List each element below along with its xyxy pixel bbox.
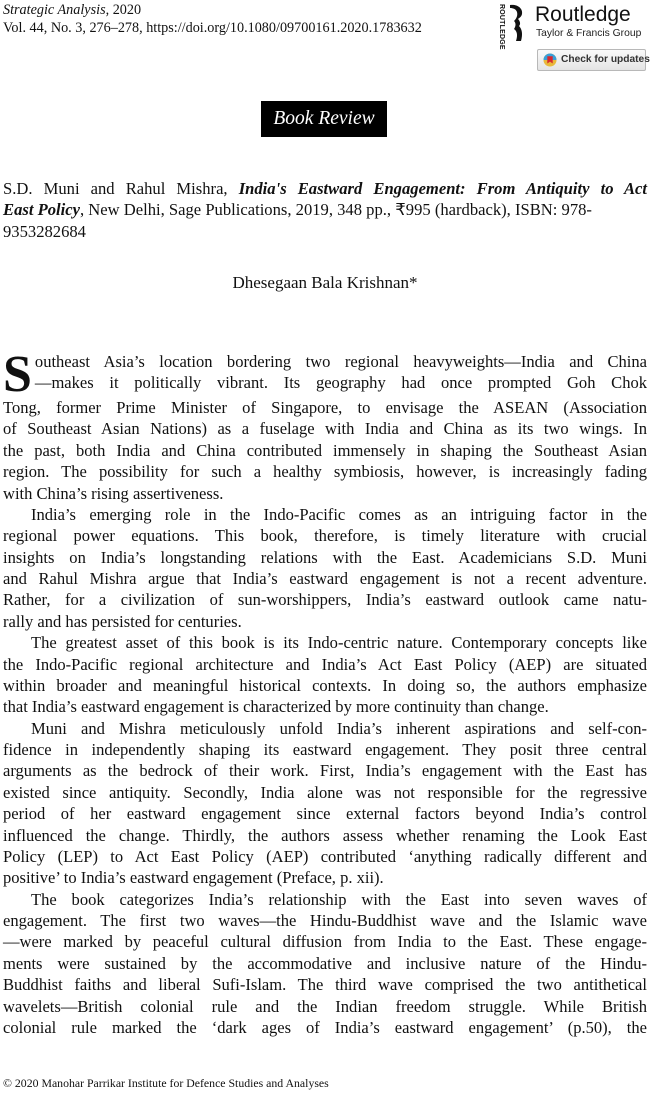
drop-cap: S	[3, 346, 32, 403]
body-line: colonial rule marked the ‘dark ages of India’s eastward engagement’ (p.50), the	[3, 1017, 647, 1037]
journal-year: , 2020	[105, 2, 142, 18]
body-line: The greatest asset of this book is its Indo-centric nature. Contemporary concepts like	[31, 633, 647, 653]
body-line: influenced the change. Thirdly, the authors assess whether renaming the Look East	[3, 825, 647, 845]
citation-line-1	[3, 178, 647, 199]
body-line: within broader and meaningful historical contexts. In doing so, the authors emphasize	[3, 675, 647, 695]
journal-title-line	[3, 1, 422, 19]
paragraph	[3, 346, 647, 504]
citation-line-3: 9353282684	[3, 221, 86, 241]
publisher-group: Taylor & Francis Group	[536, 28, 642, 39]
body-line: Buddhist faiths and liberal Sufi-Islam. The third wave comprised the two antithetical	[3, 975, 647, 995]
crossmark-icon	[543, 53, 557, 67]
body-line: arguments as the bedrock of their work. First, India’s engagement with the East has	[3, 761, 647, 781]
paragraph	[3, 718, 647, 889]
routledge-logo	[495, 2, 645, 50]
body-line: regional power equations. This book, therefore, is timely literature with crucial	[3, 526, 647, 546]
body-line: —makes it politically vibrant. Its geography had once prompted Goh Chok	[34, 373, 647, 393]
body-line: positive’ to India’s eastward engagement (Preface, p. xii).	[3, 868, 384, 888]
body-line: ments were sustained by the accommodative and inclusive nature of the Hindu-	[3, 953, 647, 973]
body-line: wavelets—British colonial rule and the Indian freedom struggle. While British	[3, 996, 647, 1016]
citation-title: India's Eastward Engagement: From Antiquity to Act	[238, 179, 648, 198]
body-line: period of her eastward engagement since external factors beyond India’s control	[3, 804, 647, 824]
paragraph	[3, 889, 647, 1039]
body-line: insights on India’s longstanding relations with the East. Academicians S.D. Muni	[3, 547, 647, 567]
body-line: Policy (LEP) to Act East Policy (AEP) contributed ‘anything radically different and	[3, 846, 647, 866]
body-line: engagement. The first two waves—the Hindu-Buddhist wave and the Islamic wave	[3, 911, 647, 930]
publisher-name: Routledge	[535, 3, 631, 26]
body-line: rally and has persisted for centuries.	[3, 611, 242, 631]
journal-header	[3, 1, 422, 37]
paragraph	[3, 632, 647, 718]
check-for-updates-button[interactable]	[537, 49, 650, 71]
paragraph	[3, 504, 647, 632]
body-line: with China’s rising assertiveness.	[3, 483, 224, 503]
section-badge: Book Review	[261, 101, 387, 137]
volume-doi-line[interactable]: Vol. 44, No. 3, 276–278, https://doi.org/10.1080/09700161.2020.1783632	[3, 20, 422, 36]
body-line: Rather, for a civilization of sun-worshippers, India’s eastward outlook came natu-	[3, 590, 647, 610]
routledge-vertical-mark: ROUTLEDGE	[498, 4, 505, 50]
body-line: outheast Asia’s location bordering two regional heavyweights—India and China	[34, 352, 647, 371]
review-body	[3, 346, 647, 1038]
body-line: and Rahul Mishra argue that India’s eastward engagement is not a recent adventure.	[3, 569, 647, 588]
routledge-head-icon	[507, 4, 525, 42]
body-line: —were marked by peaceful cultural diffusion from India to the East. These engage-	[3, 932, 647, 952]
body-line: the Indo-Pacific regional architecture and India’s Act East Policy (AEP) are situated	[3, 654, 647, 674]
body-line: fidence in independently shaping its eastward engagement. They posit three central	[3, 740, 647, 759]
body-line: that India’s eastward engagement is characterized by more continuity than change.	[3, 697, 549, 717]
citation-title-cont: East Policy	[3, 200, 80, 220]
reviewer-name[interactable]: Dhesegaan Bala Krishnan*	[232, 273, 418, 292]
book-citation	[3, 178, 647, 242]
body-line: Muni and Mishra meticulously unfold India’s inherent aspirations and self-con-	[31, 718, 647, 738]
citation-line-2	[3, 199, 647, 220]
body-line: India’s emerging role in the Indo-Pacific comes as an intriguing factor in the	[31, 504, 647, 524]
copyright-footer: © 2020 Manohar Parrikar Institute for Defence Studies and Analyses	[3, 1076, 329, 1090]
body-line: existed since antiquity. Secondly, India alone was not responsible for the regressive	[3, 782, 647, 802]
body-line: the past, both India and China contributed immensely in shaping the Southeast Asian	[3, 440, 647, 460]
check-for-updates-label: Check for updates	[561, 54, 650, 65]
body-line: of Southeast Asian Nations) as a fuselage with India and China as its two wings. In	[3, 419, 647, 439]
citation-authors: S.D. Muni and Rahul Mishra,	[3, 179, 239, 198]
journal-name: Strategic Analysis	[3, 2, 106, 18]
body-line: region. The possibility for such a healthy symbiosis, however, is increasingly fading	[3, 462, 647, 482]
citation-details: , New Delhi, Sage Publications, 2019, 348 pp., ₹995 (hardback), ISBN: 978-	[79, 200, 592, 220]
body-line: Tong, former Prime Minister of Singapore, to envisage the ASEAN (Association	[3, 398, 647, 417]
body-line: The book categorizes India’s relationship with the East into seven waves of	[31, 889, 647, 909]
